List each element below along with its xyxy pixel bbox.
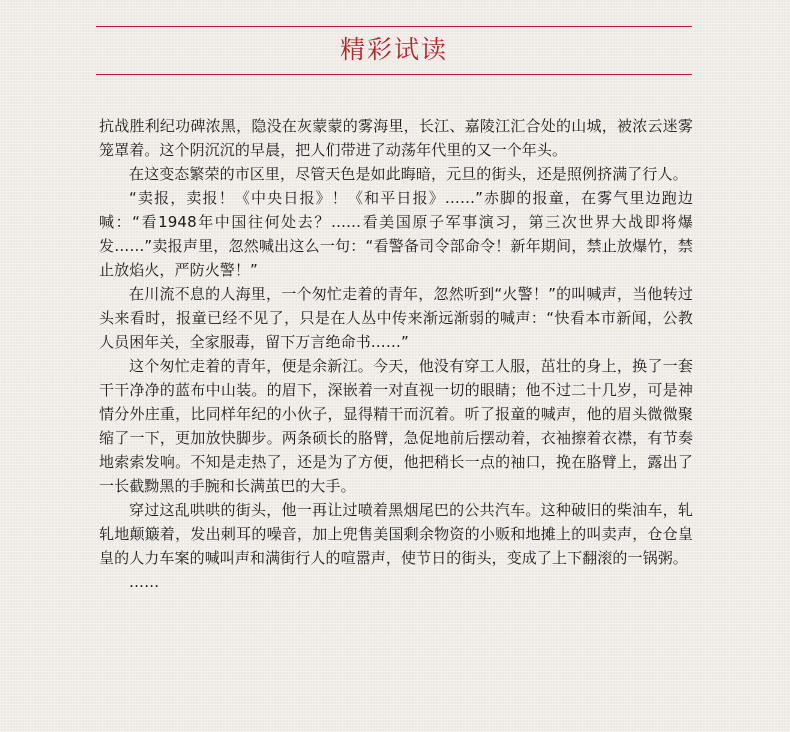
section-header [96, 26, 692, 76]
article-paragraph: 这个匆忙走着的青年，便是余新江。今天，他没有穿工人服，茁壮的身上，换了一套干干净净的蓝布中山装。的眉下，深嵌着一对直视一切的眼睛；他不过二十几岁，可是神情分外庄重，比同样年纪的小伙子，显得精干而沉着。听了报童的喊声，他的眉头微微聚缩了一下，更加放快脚步。两条硕长的胳臂，急促地前后摆动着，衣袖擦着衣襟，有节奏地索索发响。不知是走热了，还是为了方便，他把稍长一点的袖口，挽在胳臂上，露出了一长截黝黑的手腕和长满茧巴的大手。 [99, 357, 693, 495]
article-paragraph: 抗战胜利纪功碑浓黑，隐没在灰蒙蒙的雾海里，长江、嘉陵江汇合处的山城，被浓云迷雾笼罩着。这个阴沉沉的早晨，把人们带进了动荡年代里的又一个年头。 [99, 117, 693, 159]
article-ellipsis: …… [129, 573, 160, 591]
section-title: 精彩试读 [339, 35, 448, 64]
header-bottom-rule [96, 74, 692, 75]
header-top-rule [96, 26, 692, 27]
article-paragraph: 在川流不息的人海里，一个匆忙走着的青年，忽然听到“火警！”的叫喊声，当他转过头来看时，报童已经不见了，只是在人丛中传来渐远渐弱的喊声：“快看本市新闻，公教人员困年关，全家服毒，留下万言绝命书……” [99, 285, 693, 351]
article-paragraph: 在这变态繁荣的市区里，尽管天色是如此晦暗，元旦的街头，还是照例挤满了行人。 [129, 165, 688, 183]
article-paragraph: “卖报，卖报！《中央日报》！《和平日报》……”赤脚的报童，在雾气里边跑边喊：“看1948年中国往何处去？……看美国原子军事演习，第三次世界大战即将爆发……”卖报声里，忽然喊出这么一句：“看警备司令部命令！新年期间，禁止放爆竹，禁止放焰火，严防火警！” [99, 189, 693, 279]
article-paragraph: 穿过这乱哄哄的街头，他一再让过喷着黑烟尾巴的公共汽车。这种破旧的柴油车，轧轧地颠簸着，发出刺耳的噪音，加上兜售美国剩余物资的小贩和地摊上的叫卖声，仓仓皇皇的人力车案的喊叫声和满街行人的喧嚣声，使节日的街头，变成了上下翻滚的一锅粥。 [99, 501, 693, 567]
article-body [99, 114, 693, 594]
